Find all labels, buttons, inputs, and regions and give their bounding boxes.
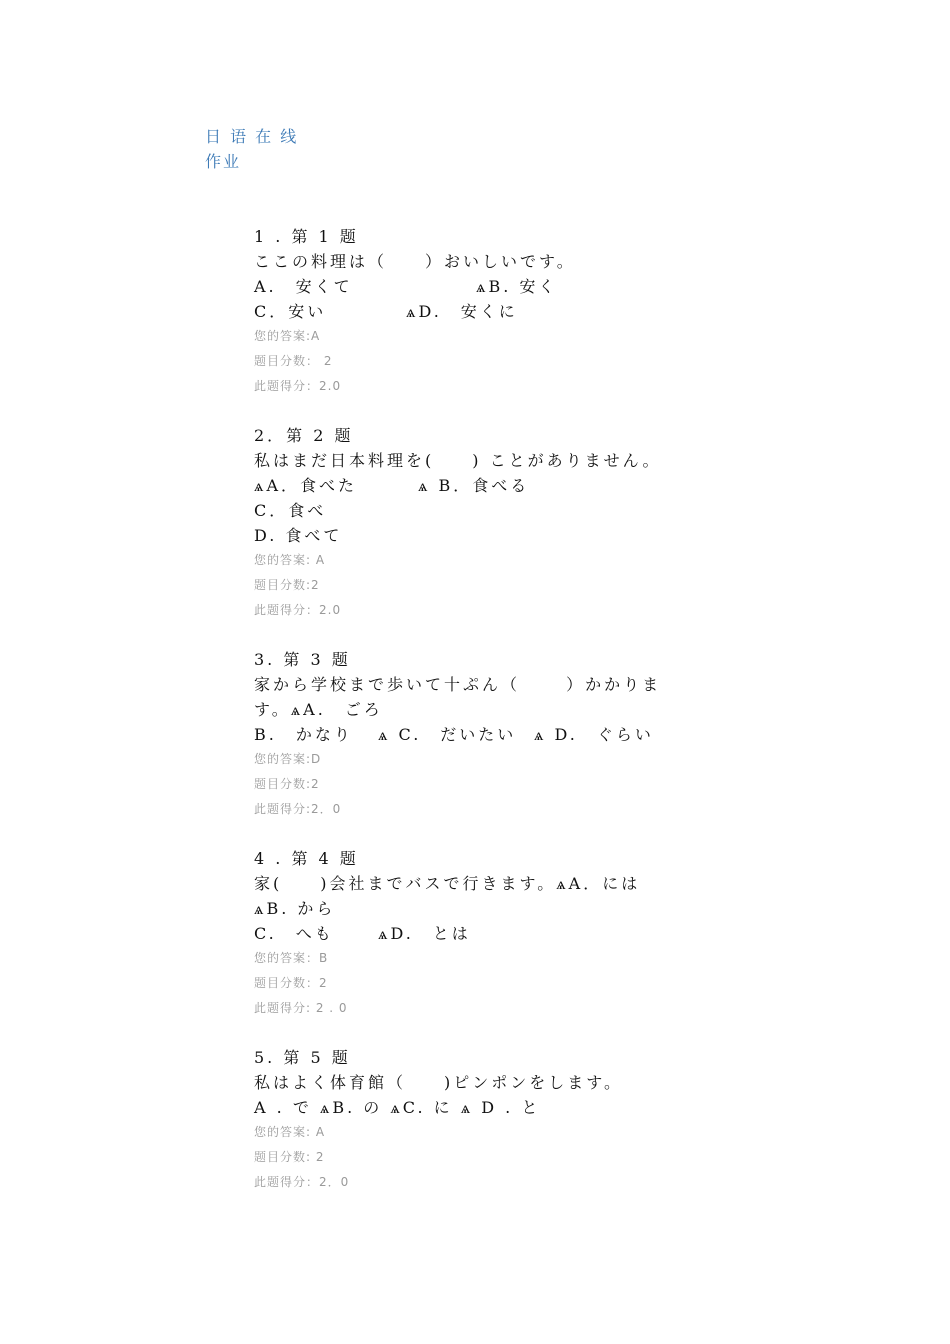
option-row: [254, 921, 674, 946]
question-score: 题目分数：2: [254, 976, 328, 990]
option-row: [254, 299, 674, 324]
your-answer: 您的答案: A: [254, 1125, 326, 1139]
option-b: B. かなり: [254, 725, 353, 744]
option-row: ѧB. から: [254, 899, 336, 918]
question-2: [254, 423, 674, 623]
option-b: ѧ B．食べる: [418, 476, 530, 495]
question-text: 私はよく体育館（ )ピンポンをします。: [254, 1073, 623, 1092]
question-title: 1 . 第 1 题: [254, 227, 359, 246]
option-c: ѧ C. だいたい: [378, 725, 517, 744]
option-d: ѧD. とは: [378, 924, 471, 943]
your-answer: 您的答案：B: [254, 951, 329, 965]
option-d: ѧD. 安くに: [406, 302, 518, 321]
option-c: C．食べ: [254, 501, 327, 520]
page-subtitle: 作业: [205, 152, 242, 171]
question-text: 私はまだ日本料理を( ) ことがありません。: [254, 451, 662, 470]
question-title: 3. 第 3 题: [254, 650, 351, 669]
score-earned: 此题得分: 2 . 0: [254, 1001, 348, 1015]
question-4: [254, 846, 674, 1021]
your-answer: 您的答案:D: [254, 752, 322, 766]
question-text: 家( )会社までバスで行きます。ѧA．には: [254, 874, 641, 893]
option-b: ѧB. 安く: [476, 277, 558, 296]
option-row: [254, 722, 674, 747]
question-score: 题目分数:2: [254, 578, 320, 592]
question-5: [254, 1045, 674, 1195]
score-earned: 此题得分:2．0: [254, 802, 342, 816]
option-a: ѧA．食べた: [254, 476, 357, 495]
score-earned: 此题得分：2.0: [254, 603, 342, 617]
option-d: D. 食べて: [254, 526, 343, 545]
question-1: [254, 224, 674, 399]
site-title: 日 语 在 线: [205, 127, 299, 146]
option-row: [254, 274, 674, 299]
question-text: ここの料理は（ ）おいしいです。: [254, 252, 576, 271]
score-earned: 此题得分：2．0: [254, 1175, 350, 1189]
question-title: 4 . 第 4 题: [254, 849, 359, 868]
your-answer: 您的答案:A: [254, 329, 321, 343]
question-title: 5. 第 5 题: [254, 1048, 351, 1067]
option-d: ѧ D. ぐらい: [534, 725, 654, 744]
question-score: 题目分数： 2: [254, 354, 333, 368]
your-answer: 您的答案: A: [254, 553, 326, 567]
option-c: C. へも: [254, 924, 334, 943]
question-score: 题目分数:2: [254, 777, 320, 791]
score-earned: 此题得分：2.0: [254, 379, 342, 393]
option-row: A . で ѧB. の ѧC. に ѧ D . と: [254, 1098, 541, 1117]
option-a: A. 安くて: [254, 277, 353, 296]
question-score: 题目分数: 2: [254, 1150, 325, 1164]
document-header: [205, 124, 298, 174]
option-row: す。ѧA. ごろ: [254, 700, 383, 719]
option-row: [254, 473, 674, 498]
question-title: 2．第 2 题: [254, 426, 354, 445]
question-text: 家から学校まで歩いて十ぷん（ ）かかりま: [254, 675, 662, 694]
option-c: C．安い: [254, 302, 327, 321]
question-3: [254, 647, 674, 822]
